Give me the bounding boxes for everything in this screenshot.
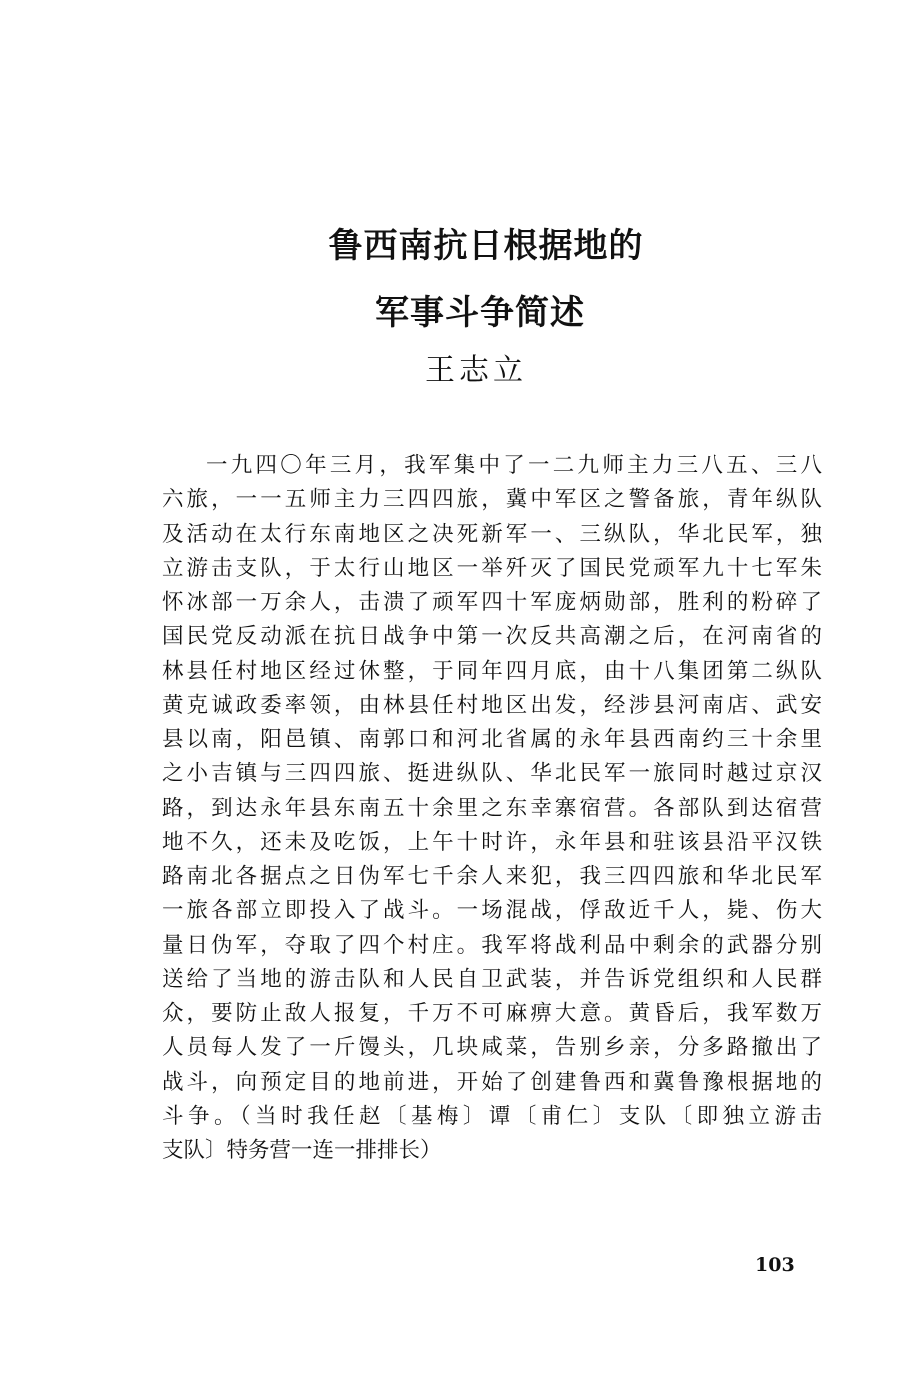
body-line: 一旅各部立即投入了战斗。一场混战，俘敌近千人，毙、伤大 (162, 898, 822, 924)
article-title-line-2: 军事斗争简述 (375, 293, 585, 333)
body-line: 县以南，阳邑镇、南郭口和河北省属的永年县西南约三十余里 (162, 727, 822, 752)
page-number: 103 (755, 1254, 795, 1276)
body-line: 人员每人发了一斤馒头，几块咸菜，告别乡亲，分多路撤出了 (162, 1035, 822, 1061)
body-line: 怀冰部一万余人，击溃了顽军四十军庞炳勋部，胜利的粉碎了 (162, 590, 822, 615)
body-line: 众，要防止敌人报复，千万不可麻痹大意。黄昏后，我军数万 (162, 1001, 822, 1026)
body-line: 地不久，还未及吃饭，上午十时许，永年县和驻该县沿平汉铁 (162, 829, 822, 855)
body-line: 及活动在太行东南地区之决死新军一、三纵队，华北民军，独 (162, 521, 822, 547)
article-body (162, 449, 822, 1168)
body-line: 黄克诚政委率领，由林县任村地区出发，经涉县河南店、武安 (162, 692, 822, 718)
body-line: 一九四〇年三月，我军集中了一二九师主力三八五、三八 (206, 453, 822, 478)
body-line: 林县任村地区经过休整，于同年四月底，由十八集团第二纵队 (162, 658, 822, 684)
body-line: 国民党反动派在抗日战争中第一次反共高潮之后，在河南省的 (162, 624, 822, 650)
body-line: 量日伪军，夺取了四个村庄。我军将战利品中剩余的武器分别 (162, 932, 822, 958)
body-line: 立游击支队，于太行山地区一举歼灭了国民党顽军九十七军朱 (162, 555, 822, 581)
body-line: 斗争。（当时我任赵〔基梅〕谭〔甫仁〕支队〔即独立游击 (162, 1103, 822, 1129)
body-line: 路南北各据点之日伪军七千余人来犯，我三四四旅和华北民军 (162, 864, 822, 889)
body-line: 送给了当地的游击队和人民自卫武装，并告诉党组织和人民群 (162, 966, 822, 992)
body-line: 战斗，向预定目的地前进，开始了创建鲁西和冀鲁豫根据地的 (162, 1069, 822, 1095)
article-title-line-1: 鲁西南抗日根据地的 (328, 226, 644, 266)
body-line: 路，到达永年县东南五十余里之东幸寨宿营。各部队到达宿营 (162, 795, 822, 821)
body-line: 六旅，一一五师主力三四四旅，冀中军区之警备旅，青年纵队 (162, 487, 822, 513)
article-author: 王志立 (425, 353, 527, 388)
body-line: 之小吉镇与三四四旅、挺进纵队、华北民军一旅同时越过京汉 (162, 761, 822, 787)
body-line: 支队〕特务营一连一排排长） (162, 1138, 442, 1163)
